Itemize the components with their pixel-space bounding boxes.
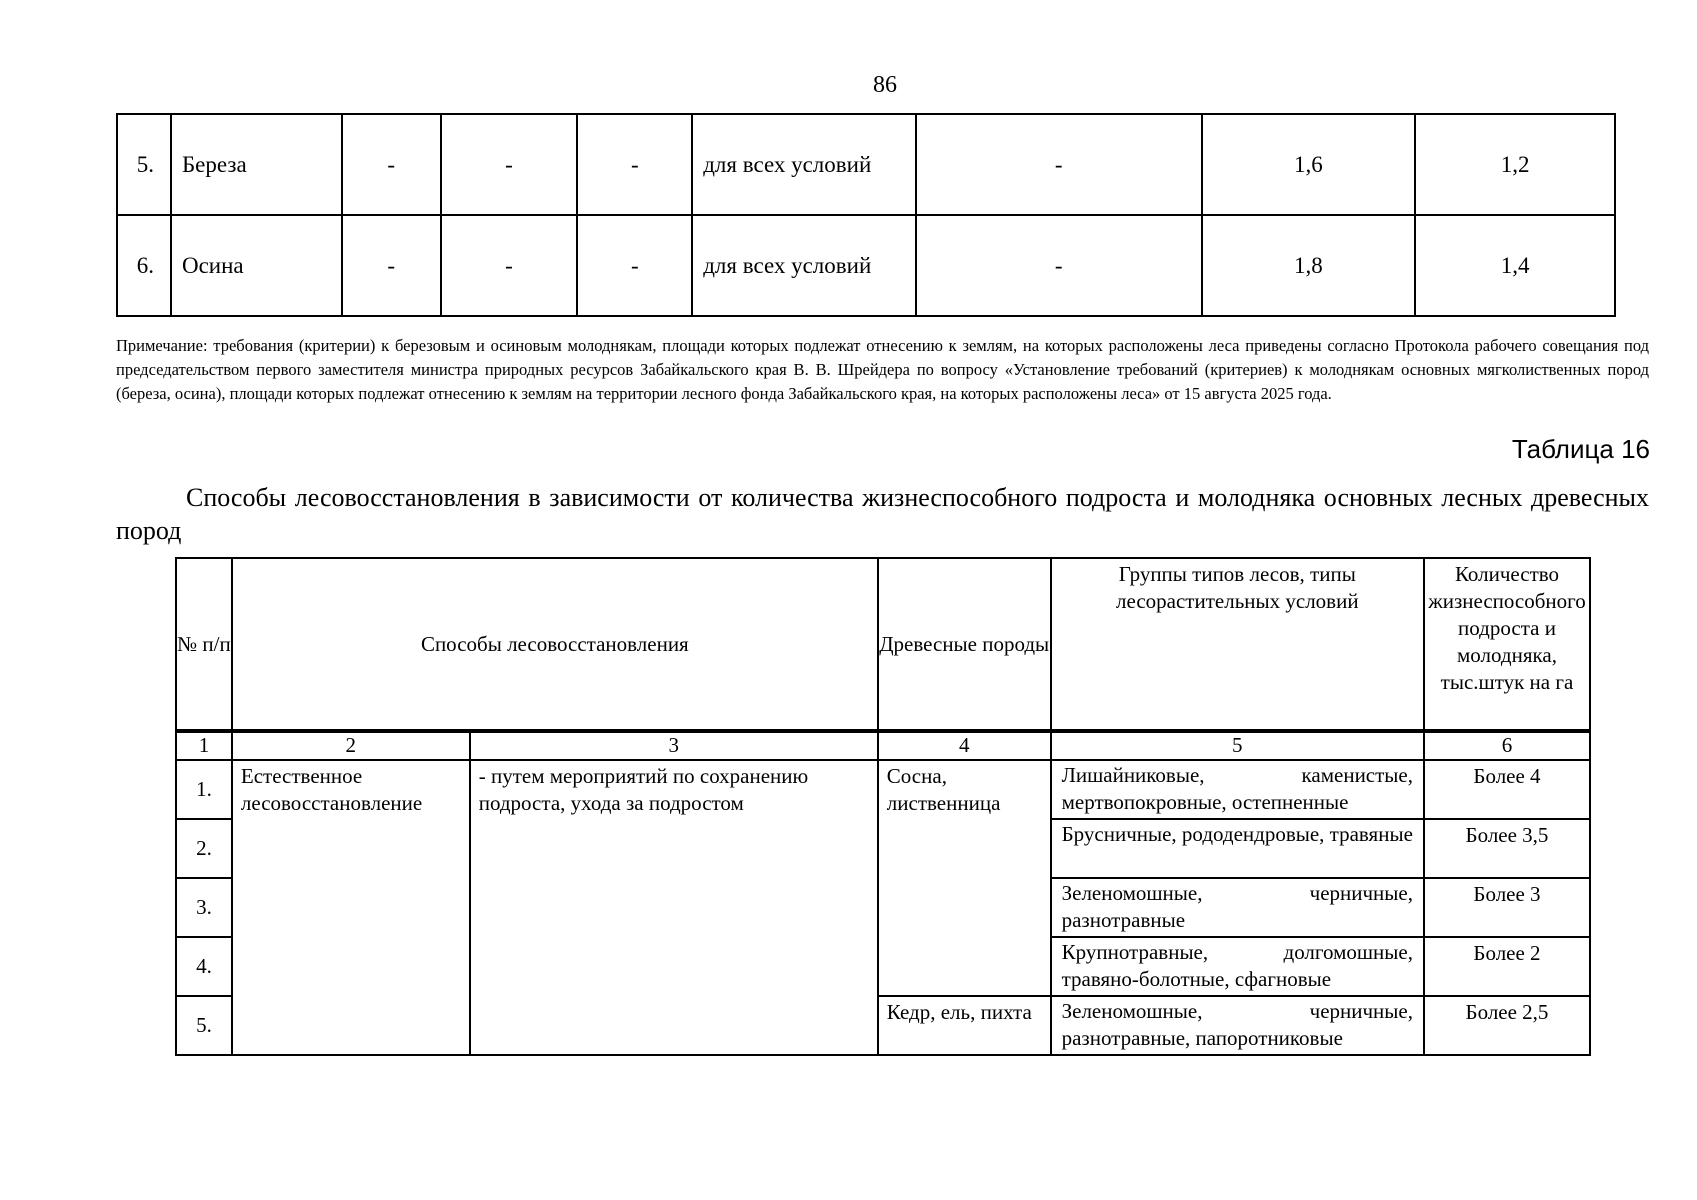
header-groups: Группы типов лесов, типы лесорастительных условий (1051, 558, 1424, 731)
top-table (116, 113, 1616, 317)
quantity-cell: Более 2,5 (1424, 996, 1590, 1055)
method-description: - путем мероприятий по сохранению подроста, ухода за подростом (470, 760, 878, 1055)
table-row (117, 114, 1615, 215)
method-type: Естественное лесовосстановление (232, 760, 470, 1055)
reforestation-table (175, 557, 1591, 1056)
page-number: 86 (873, 72, 897, 98)
value-cell: 1,8 (1202, 215, 1416, 316)
row-number: 4. (176, 937, 232, 996)
table-label: Таблица 16 (1511, 434, 1650, 464)
column-number: 4 (878, 731, 1051, 760)
condition-cell: для всех условий (692, 215, 916, 316)
header-species: Древесные породы (878, 558, 1051, 731)
column-number: 5 (1051, 731, 1424, 760)
value-cell: 1,4 (1415, 215, 1615, 316)
table-cell: - (916, 114, 1202, 215)
quantity-cell: Более 2 (1424, 937, 1590, 996)
table-cell: - (441, 215, 578, 316)
table-title: Способы лесовосстановления в зависимости от количества жизнеспособного подроста и молодняка основных лесных древесных пород (116, 483, 1649, 545)
column-numbers-row (176, 731, 1590, 760)
header-num: № п/п (176, 558, 232, 731)
forest-group-cell: Лишайниковые, каменистые, мертвопокровные, остепненные (1051, 760, 1424, 819)
header-row (176, 558, 1590, 731)
value-cell: 1,6 (1202, 114, 1416, 215)
species-cell: Сосна, лиственница (878, 760, 1051, 996)
table-row (117, 215, 1615, 316)
row-number: 2. (176, 819, 232, 878)
species-name: Осина (171, 215, 342, 316)
row-number: 6. (117, 215, 171, 316)
table-row (176, 760, 1590, 819)
table-cell: - (577, 215, 692, 316)
species-name: Береза (171, 114, 342, 215)
forest-group-cell: Брусничные, рододендровые, травяные (1051, 819, 1424, 878)
row-number: 5. (176, 996, 232, 1055)
condition-cell: для всех условий (692, 114, 916, 215)
row-number: 1. (176, 760, 232, 819)
quantity-cell: Более 4 (1424, 760, 1590, 819)
header-quantity: Количество жизнеспособного подроста и молодняка, тыс.штук на га (1424, 558, 1590, 731)
forest-group-cell: Зеленомошные, черничные, разнотравные, папоротниковые (1051, 996, 1424, 1055)
row-number: 5. (117, 114, 171, 215)
table-note: Примечание: требования (критерии) к березовым и осиновым молоднякам, площади которых подлежат отнесению к землям, на которых расположены леса приведены согласно Протокола рабочего совещания под председательством первого заместителя министра природных ресурсов Забайкальского края В. В. Шрейдера по вопросу «Установление требований (критериев) к молоднякам основных мягколиственных пород (береза, осина), площади которых подлежат отнесению к землям на территории лесного фонда Забайкальского края, на которых расположены леса» от 15 августа 2025 года. (116, 336, 1649, 403)
column-number: 6 (1424, 731, 1590, 760)
quantity-cell: Более 3 (1424, 878, 1590, 937)
column-number: 1 (176, 731, 232, 760)
species-cell: Кедр, ель, пихта (878, 996, 1051, 1055)
forest-group-cell: Зеленомошные, черничные, разнотравные (1051, 878, 1424, 937)
table-cell: - (342, 215, 441, 316)
column-number: 2 (232, 731, 470, 760)
table-cell: - (342, 114, 441, 215)
row-number: 3. (176, 878, 232, 937)
forest-group-cell: Крупнотравные, долгомошные, травяно-болотные, сфагновые (1051, 937, 1424, 996)
header-method: Способы лесовосстановления (232, 558, 878, 731)
table-cell: - (916, 215, 1202, 316)
quantity-cell: Более 3,5 (1424, 819, 1590, 878)
table-cell: - (441, 114, 578, 215)
table-cell: - (577, 114, 692, 215)
value-cell: 1,2 (1415, 114, 1615, 215)
column-number: 3 (470, 731, 878, 760)
